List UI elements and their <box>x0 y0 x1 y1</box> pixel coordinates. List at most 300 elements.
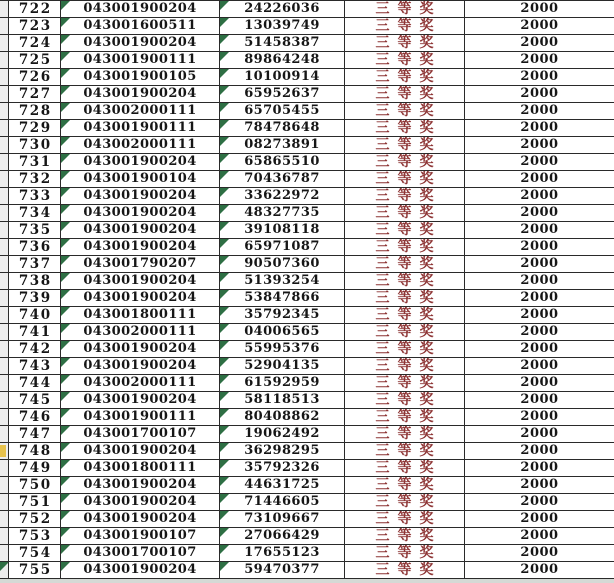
prize-amount-cell[interactable] <box>465 52 614 68</box>
code-cell[interactable] <box>61 375 220 391</box>
text-number-flag-icon <box>220 562 229 571</box>
row-number-value: 724 <box>18 35 52 51</box>
code-cell[interactable] <box>61 154 220 170</box>
code-cell[interactable] <box>61 188 220 204</box>
text-number-flag-icon <box>220 324 229 333</box>
ticket-number-cell[interactable] <box>220 375 345 391</box>
row-marker-cell[interactable] <box>0 545 9 561</box>
code-cell[interactable] <box>61 477 220 493</box>
code-cell[interactable] <box>61 426 220 442</box>
prize-tier-cell[interactable] <box>345 188 465 204</box>
row-number-cell[interactable] <box>9 273 61 289</box>
table-row <box>0 205 614 222</box>
row-number-cell[interactable] <box>9 562 61 578</box>
row-marker-cell[interactable] <box>0 35 9 51</box>
prize-tier-cell[interactable] <box>345 69 465 85</box>
prize-amount-cell[interactable] <box>465 307 614 323</box>
table-row <box>0 256 614 273</box>
row-number-cell[interactable] <box>9 120 61 136</box>
row-number-cell[interactable] <box>9 477 61 493</box>
prize-amount-cell[interactable] <box>465 69 614 85</box>
ticket-number-cell[interactable] <box>220 86 345 102</box>
code-cell[interactable] <box>61 205 220 221</box>
code-cell[interactable] <box>61 120 220 136</box>
prize-amount-cell[interactable] <box>465 358 614 374</box>
prize-tier-cell[interactable] <box>345 307 465 323</box>
prize-amount-value: 2000 <box>520 256 559 271</box>
code-cell[interactable] <box>61 239 220 255</box>
prize-tier-cell[interactable] <box>345 18 465 34</box>
ticket-number-cell[interactable] <box>220 392 345 408</box>
ticket-number-cell[interactable] <box>220 358 345 374</box>
row-number-cell[interactable] <box>9 171 61 187</box>
prize-tier-cell[interactable] <box>345 137 465 153</box>
prize-tier-cell[interactable] <box>345 443 465 459</box>
prize-tier-value: 三等奖 <box>375 307 442 323</box>
prize-tier-cell[interactable] <box>345 103 465 119</box>
row-marker-cell[interactable] <box>0 239 9 255</box>
text-number-flag-icon <box>220 477 229 486</box>
prize-tier-value: 三等奖 <box>375 205 442 221</box>
row-marker-cell[interactable] <box>0 290 9 306</box>
text-number-flag-icon <box>220 307 229 316</box>
row-number-cell[interactable] <box>9 460 61 476</box>
ticket-number-cell[interactable] <box>220 18 345 34</box>
ticket-number-value: 65865510 <box>244 154 320 169</box>
text-number-flag-icon <box>61 18 70 27</box>
code-cell[interactable] <box>61 392 220 408</box>
prize-amount-cell[interactable] <box>465 409 614 425</box>
prize-amount-cell[interactable] <box>465 528 614 544</box>
row-marker-cell[interactable] <box>0 409 9 425</box>
text-number-flag-icon <box>220 205 229 214</box>
row-marker-cell[interactable] <box>0 375 9 391</box>
prize-tier-cell[interactable] <box>345 426 465 442</box>
row-marker-cell[interactable] <box>0 341 9 357</box>
text-number-flag-icon <box>61 528 70 537</box>
row-number-value: 722 <box>18 1 52 17</box>
code-cell[interactable] <box>61 511 220 527</box>
table-row <box>0 511 614 528</box>
prize-amount-cell[interactable] <box>465 494 614 510</box>
row-number-value: 748 <box>18 443 52 459</box>
prize-amount-cell[interactable] <box>465 341 614 357</box>
ticket-number-cell[interactable] <box>220 222 345 238</box>
prize-tier-cell[interactable] <box>345 375 465 391</box>
prize-tier-cell[interactable] <box>345 324 465 340</box>
text-number-flag-icon <box>220 426 229 435</box>
prize-amount-cell[interactable] <box>465 545 614 561</box>
ticket-number-cell[interactable] <box>220 324 345 340</box>
prize-tier-cell[interactable] <box>345 545 465 561</box>
prize-tier-value: 三等奖 <box>375 103 442 119</box>
text-number-flag-icon <box>61 324 70 333</box>
prize-amount-value: 2000 <box>520 460 559 475</box>
ticket-number-cell[interactable] <box>220 69 345 85</box>
code-cell[interactable] <box>61 171 220 187</box>
code-value: 043001900204 <box>83 35 197 50</box>
row-marker-cell[interactable] <box>0 86 9 102</box>
row-number-cell[interactable] <box>9 392 61 408</box>
code-cell[interactable] <box>61 545 220 561</box>
prize-amount-value: 2000 <box>520 205 559 220</box>
row-marker-cell[interactable] <box>0 426 9 442</box>
row-marker-cell[interactable] <box>0 18 9 34</box>
text-number-flag-icon <box>61 52 70 61</box>
ticket-number-cell[interactable] <box>220 256 345 272</box>
table-row <box>0 154 614 171</box>
code-value: 043001700107 <box>83 426 197 441</box>
prize-amount-cell[interactable] <box>465 273 614 289</box>
ticket-number-cell[interactable] <box>220 528 345 544</box>
prize-tier-cell[interactable] <box>345 494 465 510</box>
prize-amount-cell[interactable] <box>465 511 614 527</box>
ticket-number-cell[interactable] <box>220 511 345 527</box>
row-number-cell[interactable] <box>9 239 61 255</box>
code-cell[interactable] <box>61 307 220 323</box>
prize-tier-cell[interactable] <box>345 392 465 408</box>
code-cell[interactable] <box>61 443 220 459</box>
text-number-flag-icon <box>220 290 229 299</box>
prize-tier-cell[interactable] <box>345 205 465 221</box>
prize-tier-cell[interactable] <box>345 222 465 238</box>
table-row <box>0 239 614 256</box>
text-number-flag-icon <box>61 205 70 214</box>
prize-amount-value: 2000 <box>520 375 559 390</box>
code-cell[interactable] <box>61 290 220 306</box>
code-cell[interactable] <box>61 528 220 544</box>
prize-amount-cell[interactable] <box>465 205 614 221</box>
code-cell[interactable] <box>61 494 220 510</box>
code-cell[interactable] <box>61 358 220 374</box>
row-marker-cell[interactable] <box>0 69 9 85</box>
row-number-value: 723 <box>18 18 52 34</box>
row-number-value: 744 <box>18 375 52 391</box>
row-marker-cell[interactable] <box>0 171 9 187</box>
ticket-number-cell[interactable] <box>220 307 345 323</box>
ticket-number-value: 13039749 <box>244 18 320 33</box>
row-marker-cell[interactable] <box>0 460 9 476</box>
prize-tier-cell[interactable] <box>345 341 465 357</box>
ticket-number-value: 35792326 <box>244 460 320 475</box>
ticket-number-value: 90507360 <box>244 256 320 271</box>
row-number-cell[interactable] <box>9 52 61 68</box>
row-marker-cell[interactable] <box>0 477 9 493</box>
row-number-cell[interactable] <box>9 375 61 391</box>
ticket-number-value: 17655123 <box>244 545 320 560</box>
ticket-number-cell[interactable] <box>220 443 345 459</box>
prize-amount-value: 2000 <box>520 443 559 458</box>
row-marker-cell[interactable] <box>0 494 9 510</box>
table-row <box>0 171 614 188</box>
row-marker-cell[interactable] <box>0 1 9 17</box>
row-number-cell[interactable] <box>9 222 61 238</box>
ticket-number-value: 58118513 <box>244 392 320 407</box>
code-cell[interactable] <box>61 341 220 357</box>
row-number-cell[interactable] <box>9 409 61 425</box>
prize-tier-cell[interactable] <box>345 52 465 68</box>
prize-tier-cell[interactable] <box>345 154 465 170</box>
ticket-number-cell[interactable] <box>220 239 345 255</box>
code-cell[interactable] <box>61 460 220 476</box>
row-number-value: 738 <box>18 273 52 289</box>
row-marker-cell[interactable] <box>0 103 9 119</box>
ticket-number-cell[interactable] <box>220 562 345 578</box>
prize-amount-cell[interactable] <box>465 18 614 34</box>
row-number-cell[interactable] <box>9 256 61 272</box>
row-number-cell[interactable] <box>9 35 61 51</box>
row-number-cell[interactable] <box>9 137 61 153</box>
table-row <box>0 392 614 409</box>
ticket-number-cell[interactable] <box>220 52 345 68</box>
code-cell[interactable] <box>61 222 220 238</box>
prize-amount-cell[interactable] <box>465 290 614 306</box>
row-number-cell[interactable] <box>9 545 61 561</box>
prize-tier-cell[interactable] <box>345 273 465 289</box>
table-row <box>0 86 614 103</box>
code-cell[interactable] <box>61 1 220 17</box>
ticket-number-cell[interactable] <box>220 137 345 153</box>
ticket-number-cell[interactable] <box>220 188 345 204</box>
ticket-number-cell[interactable] <box>220 341 345 357</box>
code-cell[interactable] <box>61 273 220 289</box>
ticket-number-cell[interactable] <box>220 1 345 17</box>
prize-amount-cell[interactable] <box>465 375 614 391</box>
text-number-flag-icon <box>220 545 229 554</box>
row-marker-cell[interactable] <box>0 443 9 459</box>
text-number-flag-icon <box>61 392 70 401</box>
row-number-cell[interactable] <box>9 103 61 119</box>
prize-amount-value: 2000 <box>520 341 559 356</box>
row-number-cell[interactable] <box>9 426 61 442</box>
ticket-number-cell[interactable] <box>220 494 345 510</box>
prize-amount-cell[interactable] <box>465 103 614 119</box>
prize-amount-cell[interactable] <box>465 562 614 578</box>
prize-tier-cell[interactable] <box>345 256 465 272</box>
prize-amount-cell[interactable] <box>465 443 614 459</box>
row-number-value: 742 <box>18 341 52 357</box>
code-cell[interactable] <box>61 18 220 34</box>
text-number-flag-icon <box>220 494 229 503</box>
ticket-number-value: 04006565 <box>244 324 320 339</box>
code-value: 043001700107 <box>83 545 197 560</box>
prize-amount-cell[interactable] <box>465 1 614 17</box>
code-cell[interactable] <box>61 562 220 578</box>
row-number-cell[interactable] <box>9 18 61 34</box>
row-number-cell[interactable] <box>9 307 61 323</box>
prize-tier-value: 三等奖 <box>375 545 442 561</box>
code-value: 043001900204 <box>83 290 197 305</box>
row-number-value: 743 <box>18 358 52 374</box>
prize-tier-value: 三等奖 <box>375 256 442 272</box>
prize-tier-cell[interactable] <box>345 528 465 544</box>
code-cell[interactable] <box>61 35 220 51</box>
ticket-number-value: 59470377 <box>244 562 320 577</box>
ticket-number-value: 33622972 <box>244 188 320 203</box>
text-number-flag-icon <box>220 528 229 537</box>
prize-amount-value: 2000 <box>520 69 559 84</box>
prize-tier-cell[interactable] <box>345 409 465 425</box>
row-number-cell[interactable] <box>9 188 61 204</box>
code-value: 043001900204 <box>83 443 197 458</box>
ticket-number-cell[interactable] <box>220 205 345 221</box>
prize-amount-cell[interactable] <box>465 239 614 255</box>
row-number-cell[interactable] <box>9 494 61 510</box>
ticket-number-cell[interactable] <box>220 103 345 119</box>
prize-tier-value: 三等奖 <box>375 239 442 255</box>
ticket-number-cell[interactable] <box>220 545 345 561</box>
text-number-flag-icon <box>220 35 229 44</box>
code-cell[interactable] <box>61 69 220 85</box>
row-marker-cell[interactable] <box>0 154 9 170</box>
prize-amount-cell[interactable] <box>465 120 614 136</box>
text-number-flag-icon <box>61 358 70 367</box>
row-number-cell[interactable] <box>9 358 61 374</box>
ticket-number-cell[interactable] <box>220 477 345 493</box>
prize-amount-cell[interactable] <box>465 222 614 238</box>
row-marker-cell[interactable] <box>0 137 9 153</box>
prize-tier-cell[interactable] <box>345 86 465 102</box>
text-number-flag-icon <box>220 409 229 418</box>
row-number-cell[interactable] <box>9 154 61 170</box>
row-marker-cell[interactable] <box>0 222 9 238</box>
row-marker-cell[interactable] <box>0 392 9 408</box>
prize-amount-cell[interactable] <box>465 35 614 51</box>
code-value: 043001900204 <box>83 392 197 407</box>
prize-amount-value: 2000 <box>520 1 559 16</box>
prize-amount-cell[interactable] <box>465 460 614 476</box>
row-number-value: 747 <box>18 426 52 442</box>
row-marker-cell[interactable] <box>0 528 9 544</box>
prize-amount-cell[interactable] <box>465 426 614 442</box>
code-cell[interactable] <box>61 409 220 425</box>
code-value: 043002000111 <box>83 137 197 152</box>
row-number-value: 725 <box>18 52 52 68</box>
row-number-cell[interactable] <box>9 69 61 85</box>
prize-amount-cell[interactable] <box>465 171 614 187</box>
text-number-flag-icon <box>220 341 229 350</box>
prize-tier-value: 三等奖 <box>375 409 442 425</box>
ticket-number-cell[interactable] <box>220 171 345 187</box>
row-number-cell[interactable] <box>9 511 61 527</box>
prize-amount-value: 2000 <box>520 137 559 152</box>
row-number-value: 726 <box>18 69 52 85</box>
prize-tier-cell[interactable] <box>345 477 465 493</box>
code-cell[interactable] <box>61 324 220 340</box>
prize-tier-value: 三等奖 <box>375 1 442 17</box>
code-cell[interactable] <box>61 86 220 102</box>
ticket-number-value: 48327735 <box>244 205 320 220</box>
table-row <box>0 375 614 392</box>
prize-tier-value: 三等奖 <box>375 511 442 527</box>
prize-amount-value: 2000 <box>520 35 559 50</box>
row-number-value: 741 <box>18 324 52 340</box>
ticket-number-cell[interactable] <box>220 120 345 136</box>
row-number-cell[interactable] <box>9 443 61 459</box>
code-value: 043001900204 <box>83 188 197 203</box>
row-number-cell[interactable] <box>9 528 61 544</box>
prize-amount-cell[interactable] <box>465 392 614 408</box>
text-number-flag-icon <box>220 358 229 367</box>
ticket-number-cell[interactable] <box>220 409 345 425</box>
prize-amount-cell[interactable] <box>465 324 614 340</box>
ticket-number-cell[interactable] <box>220 35 345 51</box>
ticket-number-value: 80408862 <box>244 409 320 424</box>
text-number-flag-icon <box>220 154 229 163</box>
ticket-number-cell[interactable] <box>220 460 345 476</box>
prize-tier-cell[interactable] <box>345 35 465 51</box>
row-marker-cell[interactable] <box>0 52 9 68</box>
text-number-flag-icon <box>61 460 70 469</box>
prize-tier-cell[interactable] <box>345 1 465 17</box>
text-number-flag-icon <box>61 307 70 316</box>
row-number-value: 736 <box>18 239 52 255</box>
prize-tier-cell[interactable] <box>345 239 465 255</box>
prize-tier-cell[interactable] <box>345 460 465 476</box>
prize-tier-cell[interactable] <box>345 120 465 136</box>
ticket-number-value: 19062492 <box>244 426 320 441</box>
prize-amount-value: 2000 <box>520 528 559 543</box>
row-number-cell[interactable] <box>9 324 61 340</box>
row-number-cell[interactable] <box>9 205 61 221</box>
prize-amount-cell[interactable] <box>465 188 614 204</box>
row-number-cell[interactable] <box>9 290 61 306</box>
code-cell[interactable] <box>61 103 220 119</box>
row-marker-cell[interactable] <box>0 188 9 204</box>
ticket-number-cell[interactable] <box>220 154 345 170</box>
code-value: 043001800111 <box>83 460 197 475</box>
prize-amount-cell[interactable] <box>465 256 614 272</box>
row-marker-cell[interactable] <box>0 256 9 272</box>
prize-tier-cell[interactable] <box>345 511 465 527</box>
row-number-cell[interactable] <box>9 86 61 102</box>
ticket-number-value: 39108118 <box>244 222 320 237</box>
row-number-cell[interactable] <box>9 1 61 17</box>
prize-amount-cell[interactable] <box>465 477 614 493</box>
prize-tier-cell[interactable] <box>345 562 465 578</box>
prize-tier-cell[interactable] <box>345 358 465 374</box>
prize-amount-value: 2000 <box>520 171 559 186</box>
prize-amount-cell[interactable] <box>465 154 614 170</box>
yellow-flag-icon <box>0 445 6 457</box>
code-cell[interactable] <box>61 52 220 68</box>
table-row <box>0 69 614 86</box>
row-marker-cell[interactable] <box>0 273 9 289</box>
code-value: 043001900204 <box>83 154 197 169</box>
table-row <box>0 358 614 375</box>
row-marker-cell[interactable] <box>0 562 9 578</box>
text-number-flag-icon <box>220 103 229 112</box>
ticket-number-cell[interactable] <box>220 290 345 306</box>
row-marker-cell[interactable] <box>0 120 9 136</box>
ticket-number-cell[interactable] <box>220 273 345 289</box>
code-value: 043001900204 <box>83 358 197 373</box>
prize-tier-cell[interactable] <box>345 290 465 306</box>
row-marker-cell[interactable] <box>0 511 9 527</box>
row-marker-cell[interactable] <box>0 324 9 340</box>
code-cell[interactable] <box>61 256 220 272</box>
code-cell[interactable] <box>61 137 220 153</box>
row-marker-cell[interactable] <box>0 307 9 323</box>
prize-tier-cell[interactable] <box>345 171 465 187</box>
prize-amount-cell[interactable] <box>465 86 614 102</box>
ticket-number-cell[interactable] <box>220 426 345 442</box>
row-marker-cell[interactable] <box>0 358 9 374</box>
row-number-cell[interactable] <box>9 341 61 357</box>
table-row <box>0 341 614 358</box>
row-marker-cell[interactable] <box>0 205 9 221</box>
prize-amount-cell[interactable] <box>465 137 614 153</box>
